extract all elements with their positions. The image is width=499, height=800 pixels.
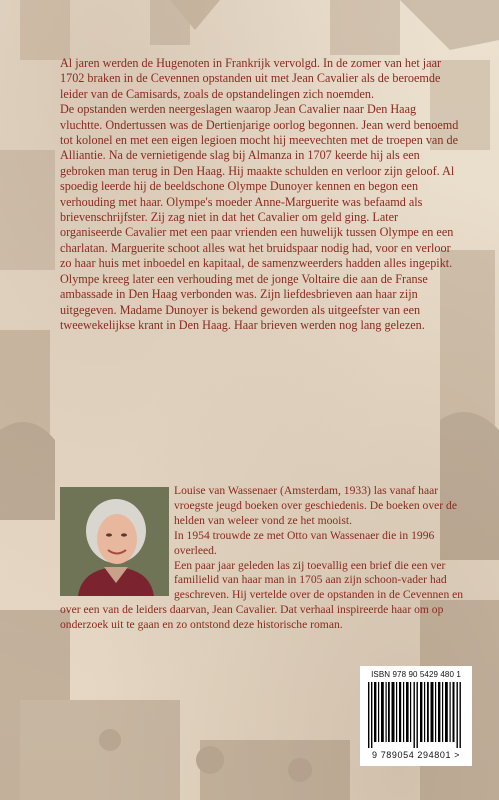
blurb-paragraph-1: Al jaren werden de Hugenoten in Frankrijk vervolgd. In de zomer van het jaar 1702 braken in de Cevennen opstanden uit met Jean Cavalier als de beroemde leider van de Camisards, zoals de opstandelingen zich noemden. [60,56,442,101]
author-bio [60,484,465,633]
isbn-barcode [360,666,472,766]
blurb-paragraph-2: De opstanden werden neergeslagen waarop Jean Cavalier naar Den Haag vluchtte. Ondertussen was de Dertienjarige oorlog begonnen. Jean werd benoemd tot kolonel en met een eigen legioen mocht hij meevechten met de troepen van de Alliantie. Na de vernietigende slag bij Almanza in 1707 keerde hij als een gebroken man terug in Den Haag. Hij maakte schulden en verloor zijn geloof. Al spoedig leerde hij de beeldschone Olympe Dunoyer kennen en begon een verhouding met haar. Olympe's moeder Anne-Marguerite was befaamd als brievenschrijfster. Zij zag niet in dat het Cavalier om geld ging. Later organiseerde Cavalier met een paar vrienden een huwelijk tussen Olympe en een charlatan. Marguerite schoot alles wat het bruidspaar nodig had, voor en verloor zo haar huis met inboedel en kapitaal, de samenzweerders hadden alles ingepikt. Olympe kreeg later een verhouding met de jonge Voltaire die aan de Franse ambassade in Den Haag verbonden was. Zijn liefdesbrieven aan haar zijn uitgegeven. Madame Dunoyer is bekend geworden als uitgeefster van een tweewekelijkse krant in Den Haag. Haar brieven werden nog lang gelezen. [60,102,459,332]
isbn-number: 9 789054 294801 > [371,750,461,760]
bio-paragraph-2: In 1954 trouwde ze met Otto van Wassenaer die in 1996 overleed. [174,528,435,557]
isbn-label: ISBN 978 90 5429 480 1 [371,670,461,679]
barcode-icon [366,682,466,748]
bio-paragraph-1: Louise van Wassenaer (Amsterdam, 1933) las vanaf haar vroegste jeugd boeken over geschiedenis. De boeken over de helden van weleer vond ze het mooist. [174,484,457,527]
bio-paragraph-3: Een paar jaar geleden las zij toevallig een brief die een ver familielid van haar man in 1705 aan zijn schoon-vader had geschreven. Hij vertelde over de opstanden in de Cevennen en over een van de leiders daarvan, Jean Cavalier. Dat verhaal inspireerde haar om op onderzoek uit te gaan en zo ontstond deze historische roman. [60,558,464,632]
blurb-text [60,56,460,333]
